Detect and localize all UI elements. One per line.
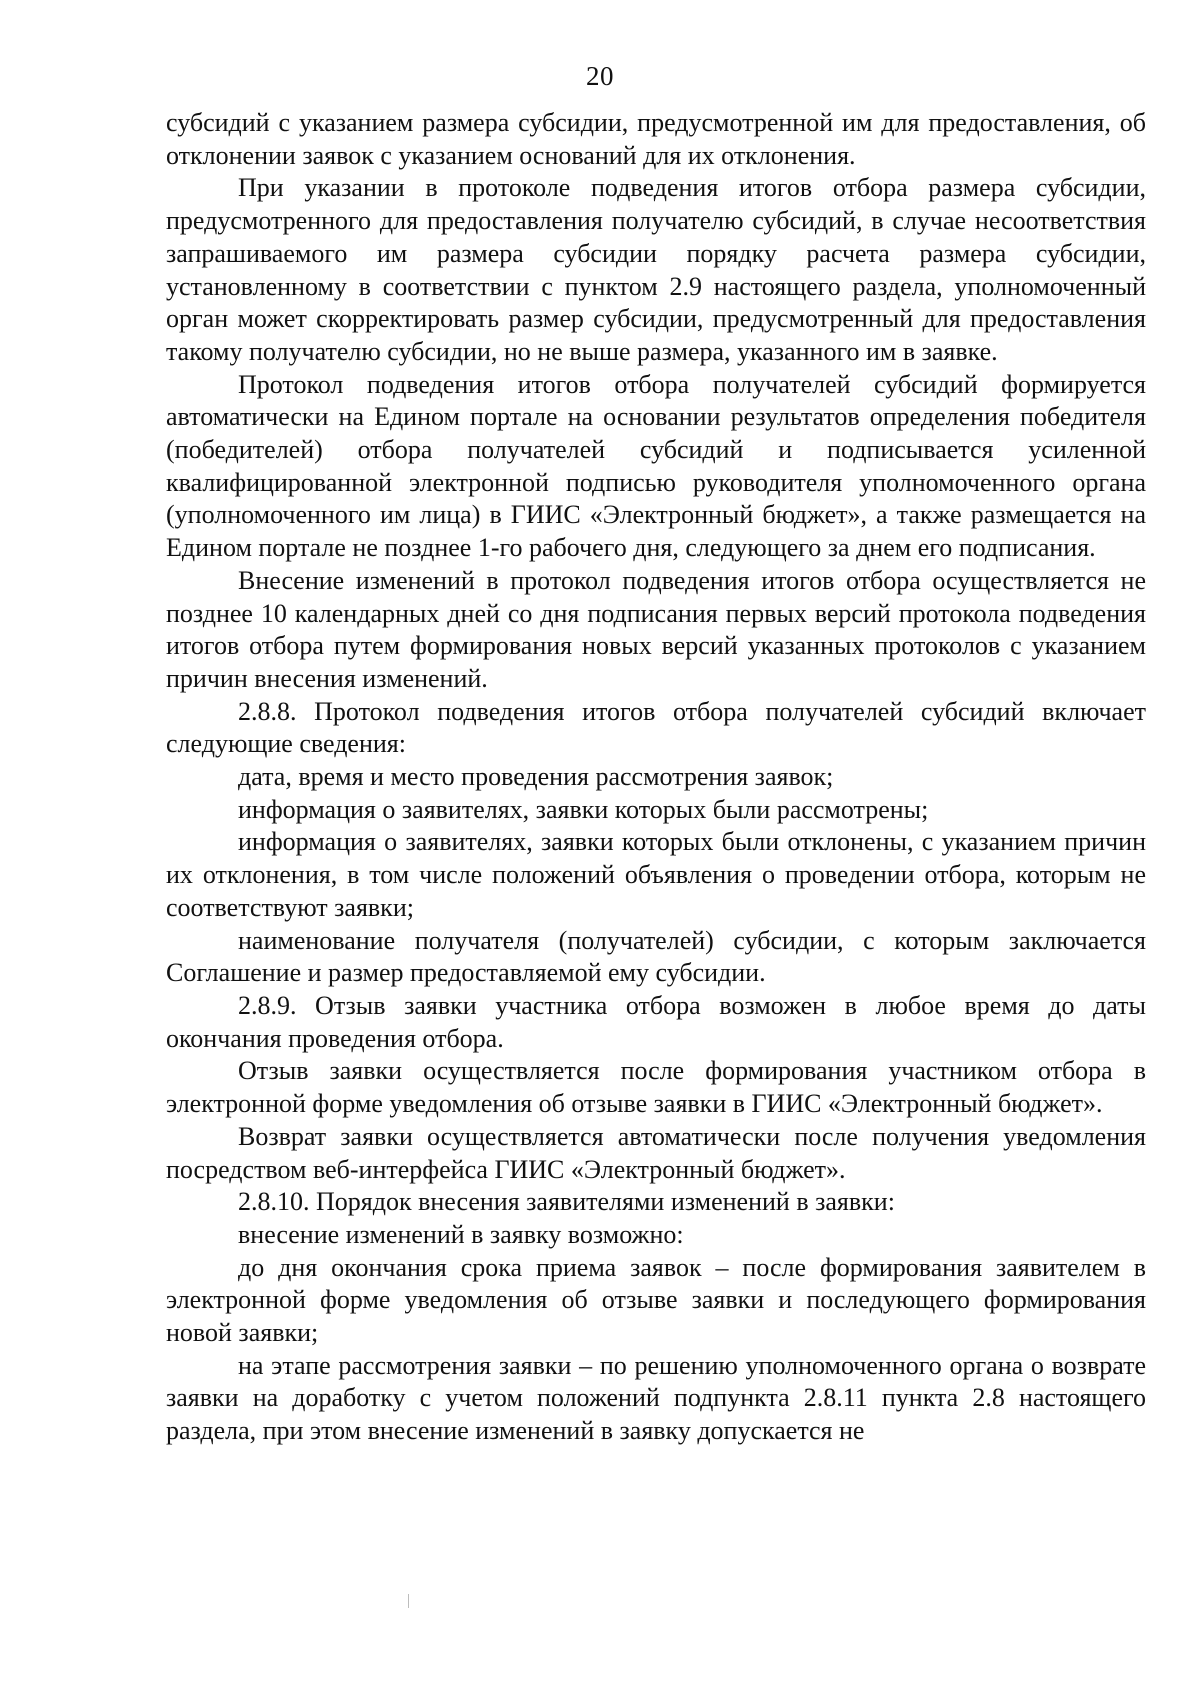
paragraph: Протокол подведения итогов отбора получателей субсидий формируется автоматически на Едином портале на основании результатов определения победителя (победителей) отбора получателей субсидий и подписывается усиленной квалифицированной электронной подписью руководителя уполномоченного органа (уполномоченного им лица) в ГИИС «Электронный бюджет», а также размещается на Едином портале не позднее 1-го рабочего дня, следующего за днем его подписания. [166, 369, 1146, 563]
paragraph-clause-2-8-10: 2.8.10. Порядок внесения заявителями изменений в заявки: [238, 1187, 895, 1217]
list-item: информация о заявителях, заявки которых были рассмотрены; [238, 794, 929, 824]
paragraph-clause-2-8-8: 2.8.8. Протокол подведения итогов отбора получателей субсидий включает следующие сведения: [166, 696, 1146, 759]
page-number: 20 [586, 61, 614, 91]
paragraph: Внесение изменений в протокол подведения итогов отбора осуществляется не позднее 10 календарных дней со дня подписания первых версий протокола подведения итогов отбора путем формирования новых версий указанных протоколов с указанием причин внесения изменений. [166, 565, 1146, 693]
paragraph-clause-2-8-9: 2.8.9. Отзыв заявки участника отбора возможен в любое время до даты окончания проведения отбора. [166, 990, 1146, 1053]
list-item: информация о заявителях, заявки которых были отклонены, с указанием причин их отклонения, в том числе положений объявления о проведении отбора, которым не соответствуют заявки; [166, 827, 1146, 922]
scan-artifact-mark [408, 1594, 409, 1608]
paragraph: При указании в протоколе подведения итогов отбора размера субсидии, предусмотренного для предоставления получателю субсидий, в случае несоответствия запрашиваемого им размера субсидии порядку расчета размера субсидии, установленному в соответствии с пунктом 2.9 настоящего раздела, уполномоченный орган может скорректировать размер субсидии, предусмотренный для предоставления такому получателю субсидии, но не выше размера, указанного им в заявке. [166, 173, 1146, 366]
list-item: до дня окончания срока приема заявок – после формирования заявителем в электронной форме уведомления об отзыве заявки и последующего формирования новой заявки; [166, 1252, 1146, 1348]
list-item: на этапе рассмотрения заявки – по решению уполномоченного органа о возврате заявки на доработку с учетом положений подпункта 2.8.11 пункта 2.8 настоящего раздела, при этом внесение изменений в заявку допускается не [166, 1350, 1146, 1446]
list-item: наименование получателя (получателей) субсидии, с которым заключается Соглашение и размер предоставляемой ему субсидии. [166, 925, 1146, 988]
paragraph-continuation: субсидий с указанием размера субсидии, предусмотренной им для предоставления, об отклонении заявок с указанием оснований для их отклонения. [166, 108, 1146, 170]
list-item: дата, время и место проведения рассмотрения заявок; [238, 762, 834, 792]
paragraph: Возврат заявки осуществляется автоматически после получения уведомления посредством веб-интерфейса ГИИС «Электронный бюджет». [166, 1121, 1146, 1184]
paragraph: Отзыв заявки осуществляется после формирования участником отбора в электронной форме уведомления об отзыве заявки в ГИИС «Электронный бюджет». [166, 1056, 1146, 1119]
document-body [166, 107, 1146, 1448]
list-item: внесение изменений в заявку возможно: [238, 1219, 684, 1249]
